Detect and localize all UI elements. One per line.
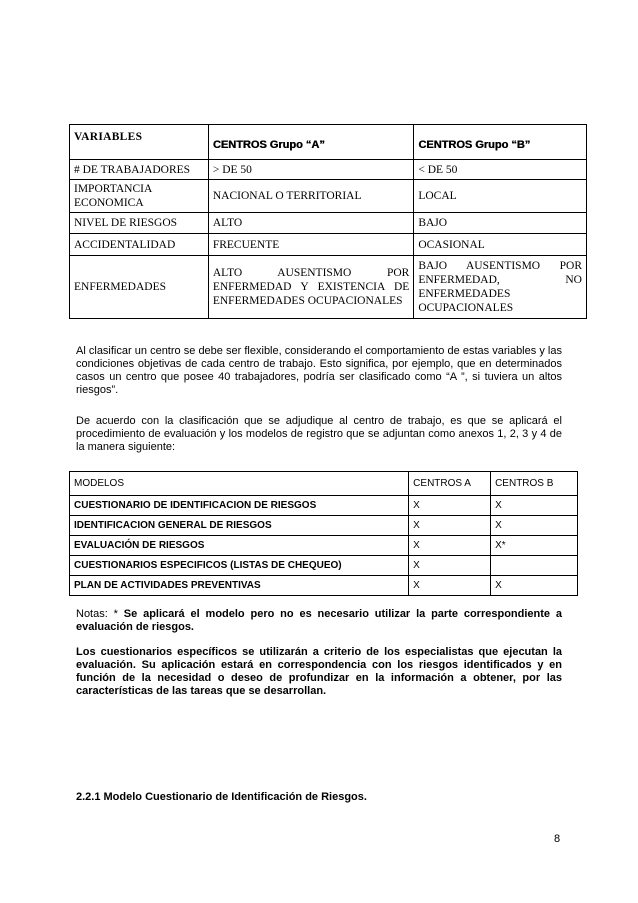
variable-cell: NIVEL DE RIESGOS <box>70 213 209 234</box>
variable-cell: IMPORTANCIA ECONOMICA <box>70 180 209 213</box>
table-row <box>70 180 587 213</box>
table-row <box>70 234 587 256</box>
group-b-cell: < DE 50 <box>414 160 587 180</box>
models-header-row <box>70 472 578 496</box>
centros-a-mark: X <box>409 516 491 536</box>
centros-a-mark: X <box>409 556 491 576</box>
header-centros-a: CENTROS A <box>409 472 491 496</box>
table-row <box>70 516 578 536</box>
group-a-cell: NACIONAL O TERRITORIAL <box>208 180 413 213</box>
group-a-cell: ALTO AUSENTISMO POR ENFERMEDAD Y EXISTENCIA DE ENFERMEDADES OCUPACIONALES <box>208 256 413 319</box>
centros-a-mark: X <box>409 536 491 556</box>
centros-b-mark: X <box>491 516 578 536</box>
variable-cell: ACCIDENTALIDAD <box>70 234 209 256</box>
model-name: CUESTIONARIOS ESPECIFICOS (LISTAS DE CHEQUEO) <box>70 556 409 576</box>
models-table <box>69 471 578 596</box>
header-variables: VARIABLES <box>70 125 209 160</box>
centros-a-mark: X <box>409 576 491 596</box>
model-name: IDENTIFICACION GENERAL DE RIESGOS <box>70 516 409 536</box>
table-row <box>70 213 587 234</box>
model-name: PLAN DE ACTIVIDADES PREVENTIVAS <box>70 576 409 596</box>
centros-b-mark: X <box>491 576 578 596</box>
model-name: CUESTIONARIO DE IDENTIFICACION DE RIESGOS <box>70 496 409 516</box>
group-a-cell: > DE 50 <box>208 160 413 180</box>
header-models: MODELOS <box>70 472 409 496</box>
centros-a-mark: X <box>409 496 491 516</box>
paragraph-procedure: De acuerdo con la clasificación que se adjudique al centro de trabajo, es que se aplicará el procedimiento de evaluación y los modelos de registro que se adjuntan como anexos 1, 2, 3 y 4 de la manera siguiente: <box>76 415 562 453</box>
group-a-cell: ALTO <box>208 213 413 234</box>
variable-cell: ENFERMEDADES <box>70 256 209 319</box>
group-b-cell: OCASIONAL <box>414 234 587 256</box>
header-centros-b: CENTROS B <box>491 472 578 496</box>
table-row <box>70 256 587 319</box>
table-row <box>70 160 587 180</box>
paragraph-flexibility: Al clasificar un centro se debe ser flexible, considerando el comportamiento de estas variables y las condiciones objetivas de cada centro de trabajo. Esto significa, por ejemplo, que en determinados casos un centro que posee 40 trabajadores, podría ser clasificado como “A ”, si tuviera un altos riesgos”. <box>76 345 562 396</box>
header-group-a: CENTROS Grupo “A” <box>208 125 413 160</box>
note-asterisk <box>76 608 562 634</box>
note-prefix: Notas: * <box>76 608 118 620</box>
centros-b-mark: X* <box>491 536 578 556</box>
page-number: 8 <box>554 833 561 845</box>
note-questionnaires: Los cuestionarios específicos se utilizarán a criterio de los especialistas que ejecutan la evaluación. Su aplicación estará en correspondencia con los riesgos identificados y en función de la necesidad o deseo de profundizar en la información a obtener, por las características de las tareas que se desarrollan. <box>76 646 562 697</box>
group-b-cell: BAJO AUSENTISMO POR ENFERMEDAD, NO ENFERMEDADES OCUPACIONALES <box>414 256 587 319</box>
table-row <box>70 576 578 596</box>
group-b-cell: BAJO <box>414 213 587 234</box>
centros-b-mark <box>491 556 578 576</box>
table-row <box>70 556 578 576</box>
header-group-b: CENTROS Grupo “B” <box>414 125 587 160</box>
table-row <box>70 536 578 556</box>
section-heading: 2.2.1 Modelo Cuestionario de Identificación de Riesgos. <box>76 791 367 803</box>
table-row <box>70 496 578 516</box>
group-b-cell: LOCAL <box>414 180 587 213</box>
classification-table <box>69 124 587 319</box>
group-a-cell: FRECUENTE <box>208 234 413 256</box>
note-asterisk-text: Se aplicará el modelo pero no es necesario utilizar la parte correspondiente a evaluación de riesgos. <box>76 608 562 633</box>
classification-header-row <box>70 125 587 160</box>
centros-b-mark: X <box>491 496 578 516</box>
model-name: EVALUACIÓN DE RIESGOS <box>70 536 409 556</box>
variable-cell: # DE TRABAJADORES <box>70 160 209 180</box>
